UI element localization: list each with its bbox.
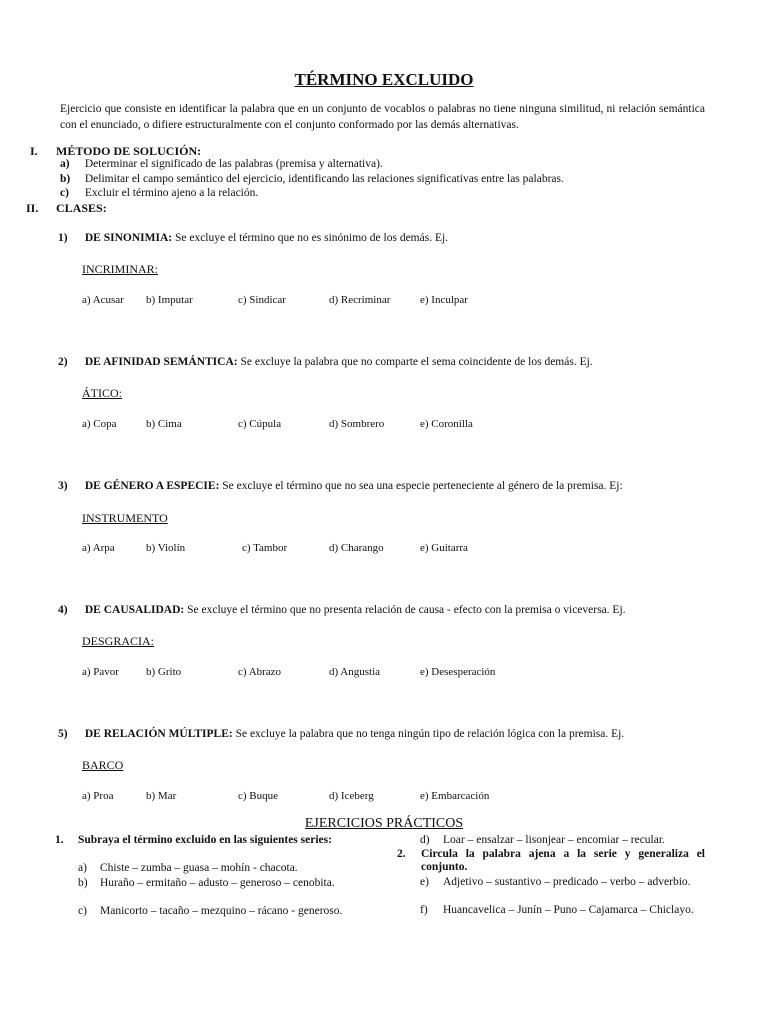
- clase-2-premise: ÁTICO:: [82, 386, 122, 400]
- clase-desc: Se excluye el término que no presenta relación de causa - efecto con la premisa o viceversa. Ej.: [184, 604, 626, 616]
- clase-1-heading: [58, 232, 448, 244]
- item-label: b): [60, 173, 71, 185]
- clase-desc: Se excluye el término que no es sinónimo de los demás. Ej.: [172, 232, 449, 244]
- clase-3-option-a: a) Arpa: [82, 542, 115, 554]
- clase-1-premise: INCRIMINAR:: [82, 262, 159, 276]
- q2-number: 2.: [397, 848, 406, 860]
- clase-5-option-b: b) Mar: [146, 790, 177, 802]
- metodo-item-b: [60, 173, 564, 185]
- clase-4-option-d: d) Angustia: [329, 666, 381, 678]
- clase-4-premise: DESGRACIA:: [82, 634, 155, 648]
- clase-3-option-d: d) Charango: [329, 542, 384, 554]
- clase-4-option-c: c) Abrazo: [238, 666, 282, 678]
- clase-number: 4): [58, 604, 68, 616]
- section-title-metodo: MÉTODO DE SOLUCIÓN:: [56, 144, 202, 158]
- q1-text: Subraya el término excluido en las siguientes series:: [78, 834, 332, 846]
- clase-5-premise: BARCO: [82, 758, 124, 772]
- q1-item-b-label: b): [78, 877, 88, 889]
- metodo-item-a: [60, 158, 383, 170]
- q1-item-d-label: d): [420, 834, 430, 846]
- q1-item-a-text: Chiste – zumba – guasa – mohín - chacota.: [100, 862, 298, 874]
- clase-3-option-b: b) Violín: [146, 542, 186, 554]
- clase-1-option-d: d) Recriminar: [329, 294, 391, 306]
- clase-1-option-a: a) Acusar: [82, 294, 124, 306]
- clase-title: DE AFINIDAD SEMÁNTICA:: [84, 356, 238, 368]
- clase-2-heading: [58, 356, 593, 368]
- clase-title: DE CAUSALIDAD:: [84, 604, 185, 616]
- clase-number: 1): [58, 232, 68, 244]
- clase-4-option-b: b) Grito: [146, 666, 182, 678]
- section-number-1: I.: [30, 144, 38, 158]
- clase-4-heading: [58, 604, 626, 616]
- page-title: TÉRMINO EXCLUIDO: [294, 70, 474, 89]
- clase-title: DE RELACIÓN MÚLTIPLE:: [84, 728, 233, 740]
- q1-item-b-text: Huraño – ermitaño – adusto – generoso – cenobita.: [100, 877, 335, 889]
- clase-number: 2): [58, 356, 68, 368]
- q2-item-e-label: e): [420, 876, 429, 888]
- clase-3-option-e: e) Guitarra: [420, 542, 468, 554]
- q2-item-e-text: Adjetivo – sustantivo – predicado – verbo – adverbio.: [443, 876, 691, 888]
- clase-3-premise: INSTRUMENTO: [82, 511, 168, 525]
- clase-2-option-c: c) Cúpula: [238, 418, 282, 430]
- q2-text: Circula la palabra ajena a la serie y generaliza el conjunto.: [421, 848, 705, 873]
- q1-item-d-text: Loar – ensalzar – lisonjear – encomiar – recular.: [443, 834, 665, 846]
- clase-5-option-c: c) Buque: [238, 790, 279, 802]
- q1-item-c-text: Manicorto – tacaño – mezquino – rácano - generoso.: [100, 905, 343, 917]
- item-text: Delimitar el campo semántico del ejercicio, identificando las relaciones significativas entre las palabras.: [84, 173, 564, 185]
- item-text: Determinar el significado de las palabras (premisa y alternativa).: [84, 158, 383, 170]
- item-label: a): [60, 158, 70, 170]
- intro-paragraph: Ejercicio que consiste en identificar la palabra que en un conjunto de vocablos o palabras no tiene ninguna similitud, ni relación semántica con el enunciado, o difiere estructuralmente con el conjunto conformado por las demás alternativas.: [60, 103, 705, 131]
- clase-4-option-e: e) Desesperación: [420, 666, 496, 678]
- clase-5-option-d: d) Iceberg: [329, 790, 374, 802]
- clase-desc: Se excluye la palabra que no comparte el sema coincidente de los demás. Ej.: [237, 356, 593, 368]
- item-text: Excluir el término ajeno a la relación.: [84, 187, 259, 199]
- clase-3-heading: [58, 480, 623, 492]
- clase-title: DE SINONIMIA:: [84, 232, 173, 244]
- clase-number: 3): [58, 480, 68, 492]
- metodo-item-c: [60, 187, 258, 199]
- clase-2-option-b: b) Cima: [146, 418, 182, 430]
- clase-1-option-c: c) Sindicar: [238, 294, 286, 306]
- clase-5-heading: [58, 728, 624, 740]
- ejercicios-title: EJERCICIOS PRÁCTICOS: [304, 816, 464, 831]
- clase-1-option-b: b) Imputar: [146, 294, 193, 306]
- clase-2-option-d: d) Sombrero: [329, 418, 385, 430]
- q2-item-f-label: f): [420, 904, 428, 916]
- item-label: c): [60, 187, 69, 199]
- clase-5-option-e: e) Embarcación: [420, 790, 490, 802]
- q1-item-c-label: c): [78, 905, 87, 917]
- q1-item-a-label: a): [78, 862, 87, 874]
- section-title-clases: CLASES:: [56, 201, 107, 215]
- clase-4-option-a: a) Pavor: [82, 666, 119, 678]
- clase-5-option-a: a) Proa: [82, 790, 114, 802]
- section-number-2: II.: [26, 201, 39, 215]
- clase-2-option-e: e) Coronilla: [420, 418, 473, 430]
- clase-number: 5): [58, 728, 68, 740]
- q2-item-f-text: Huancavelica – Junín – Puno – Cajamarca – Chiclayo.: [443, 904, 694, 916]
- clase-2-option-a: a) Copa: [82, 418, 117, 430]
- clase-3-option-c: c) Tambor: [242, 542, 288, 554]
- q1-number: 1.: [55, 834, 64, 846]
- clase-1-option-e: e) Inculpar: [420, 294, 468, 306]
- clase-title: DE GÉNERO A ESPECIE:: [84, 480, 220, 492]
- clase-desc: Se excluye la palabra que no tenga ningún tipo de relación lógica con la premisa. Ej.: [232, 728, 625, 740]
- clase-desc: Se excluye el término que no sea una especie perteneciente al género de la premisa. Ej:: [219, 480, 623, 492]
